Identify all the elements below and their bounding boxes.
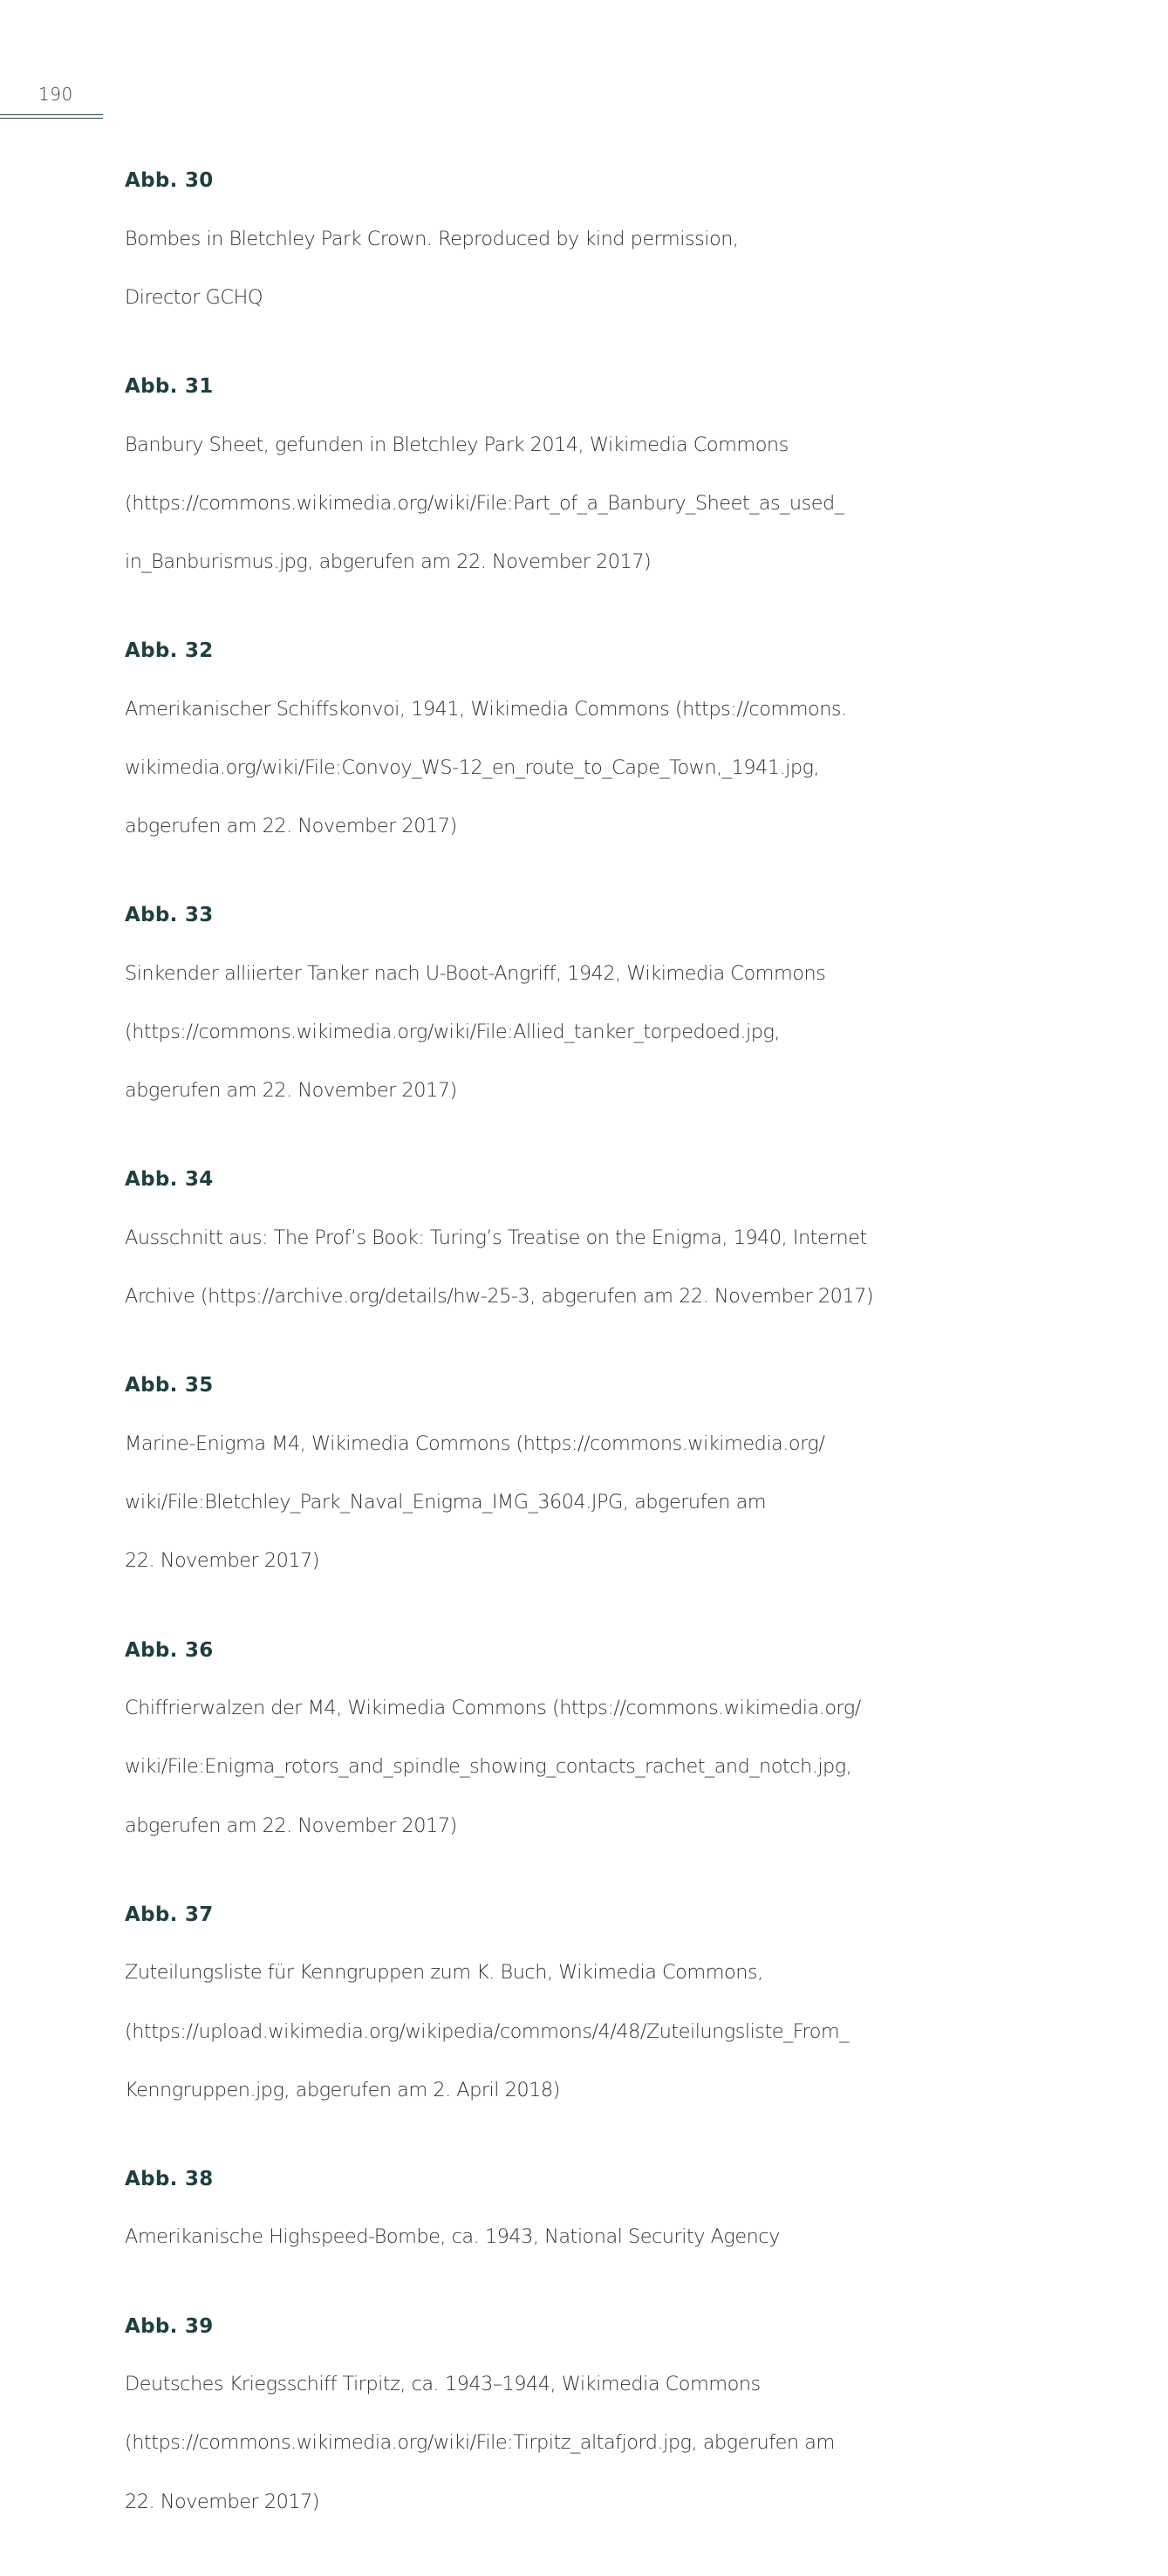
header-rule [0, 114, 103, 119]
figure-label: Abb. 35 [125, 1374, 214, 1397]
text-line: wikimedia.org/wiki/File:Convoy_WS-12_en_route_to_Cape_Town,_1941.jpg, [125, 755, 820, 779]
figure-credit-entry [125, 1900, 910, 2135]
text-line: 22. November 2017) [125, 1549, 320, 1573]
figure-credit-entry [125, 1370, 910, 1605]
text-line: (https://upload.wikimedia.org/wikipedia/commons/4/48/Zuteilungsliste_From_ [125, 2019, 849, 2043]
figure-credit-entry [125, 2164, 910, 2282]
figure-credit-entry [125, 372, 910, 606]
text-line: Sinkender alliierter Tanker nach U-Boot-Angriff, 1942, Wikimedia Commons [125, 961, 826, 985]
text-line: wiki/File:Enigma_rotors_and_spindle_showing_contacts_rachet_and_notch.jpg, [125, 1755, 852, 1779]
text-line: Ausschnitt aus: The Prof’s Book: Turing’s Treatise on the Enigma, 1940, Internet [125, 1227, 867, 1250]
figure-credit-entry [125, 636, 910, 871]
figure-credit-entry [125, 1165, 910, 1341]
text-line: Amerikanischer Schiffskonvoi, 1941, Wikimedia Commons (https://commons. [125, 697, 847, 721]
figure-label: Abb. 39 [125, 2314, 214, 2338]
text-line: (https://commons.wikimedia.org/wiki/File:Allied_tanker_torpedoed.jpg, [125, 1021, 781, 1044]
figure-label: Abb. 32 [125, 639, 214, 663]
figure-label: Abb. 37 [125, 1903, 214, 1926]
text-line: Director GCHQ [125, 285, 263, 309]
figure-credits-list [125, 166, 910, 2576]
text-line: Amerikanische Highspeed-Bombe, ca. 1943, National Security Agency [125, 2225, 780, 2249]
figure-credit-entry [125, 166, 910, 342]
figure-credit-text [125, 1400, 910, 1605]
text-line: in_Banburismus.jpg, abgerufen am 22. November 2017) [125, 550, 652, 573]
figure-credit-text [125, 195, 910, 342]
text-line: abgerufen am 22. November 2017) [125, 815, 457, 838]
text-line: (https://commons.wikimedia.org/wiki/File:Tirpitz_altafjord.jpg, abgerufen am [125, 2431, 835, 2455]
text-line: Chiffrierwalzen der M4, Wikimedia Commons (https://commons.wikimedia.org/ [125, 1697, 861, 1720]
figure-label: Abb. 34 [125, 1168, 214, 1192]
figure-label: Abb. 33 [125, 904, 214, 927]
figure-credit-text [125, 1665, 910, 1870]
text-line: Bombes in Bletchley Park Crown. Reproduced by kind permission, [125, 227, 739, 250]
figure-label: Abb. 38 [125, 2167, 214, 2190]
figure-label: Abb. 31 [125, 374, 214, 398]
text-line: wiki/File:Bletchley_Park_Naval_Enigma_IMG_3604.JPG, abgerufen am [125, 1491, 767, 1514]
text-line: (https://commons.wikimedia.org/wiki/File:Part_of_a_Banbury_Sheet_as_used_ [125, 491, 844, 515]
text-line: abgerufen am 22. November 2017) [125, 1814, 457, 1837]
figure-credit-text [125, 2341, 910, 2546]
figure-credit-text [125, 1930, 910, 2135]
figure-credit-entry [125, 1636, 910, 1870]
figure-credit-text [125, 930, 910, 1135]
page-number: 190 [38, 84, 73, 105]
text-line: abgerufen am 22. November 2017) [125, 1079, 457, 1103]
text-line: Zuteilungsliste für Kenngruppen zum K. Buch, Wikimedia Commons, [125, 1961, 763, 1985]
text-line: Banbury Sheet, gefunden in Bletchley Park 2014, Wikimedia Commons [125, 433, 789, 456]
figure-label: Abb. 36 [125, 1638, 214, 1662]
figure-credit-text [125, 2194, 910, 2282]
text-line: Deutsches Kriegsschiff Tirpitz, ca. 1943–1944, Wikimedia Commons [125, 2373, 761, 2396]
figure-credit-entry [125, 900, 910, 1135]
figure-label: Abb. 30 [125, 169, 214, 192]
text-line: Archive (https://archive.org/details/hw-25-3, abgerufen am 22. November 2017) [125, 1285, 874, 1308]
figure-credit-text [125, 1194, 910, 1341]
figure-credit-text [125, 666, 910, 871]
text-line: 22. November 2017) [125, 2490, 320, 2513]
figure-credit-entry [125, 2312, 910, 2546]
text-line: Kenngruppen.jpg, abgerufen am 2. April 2018) [125, 2078, 560, 2101]
figure-credit-text [125, 401, 910, 606]
text-line: Marine-Enigma M4, Wikimedia Commons (https://commons.wikimedia.org/ [125, 1432, 825, 1455]
